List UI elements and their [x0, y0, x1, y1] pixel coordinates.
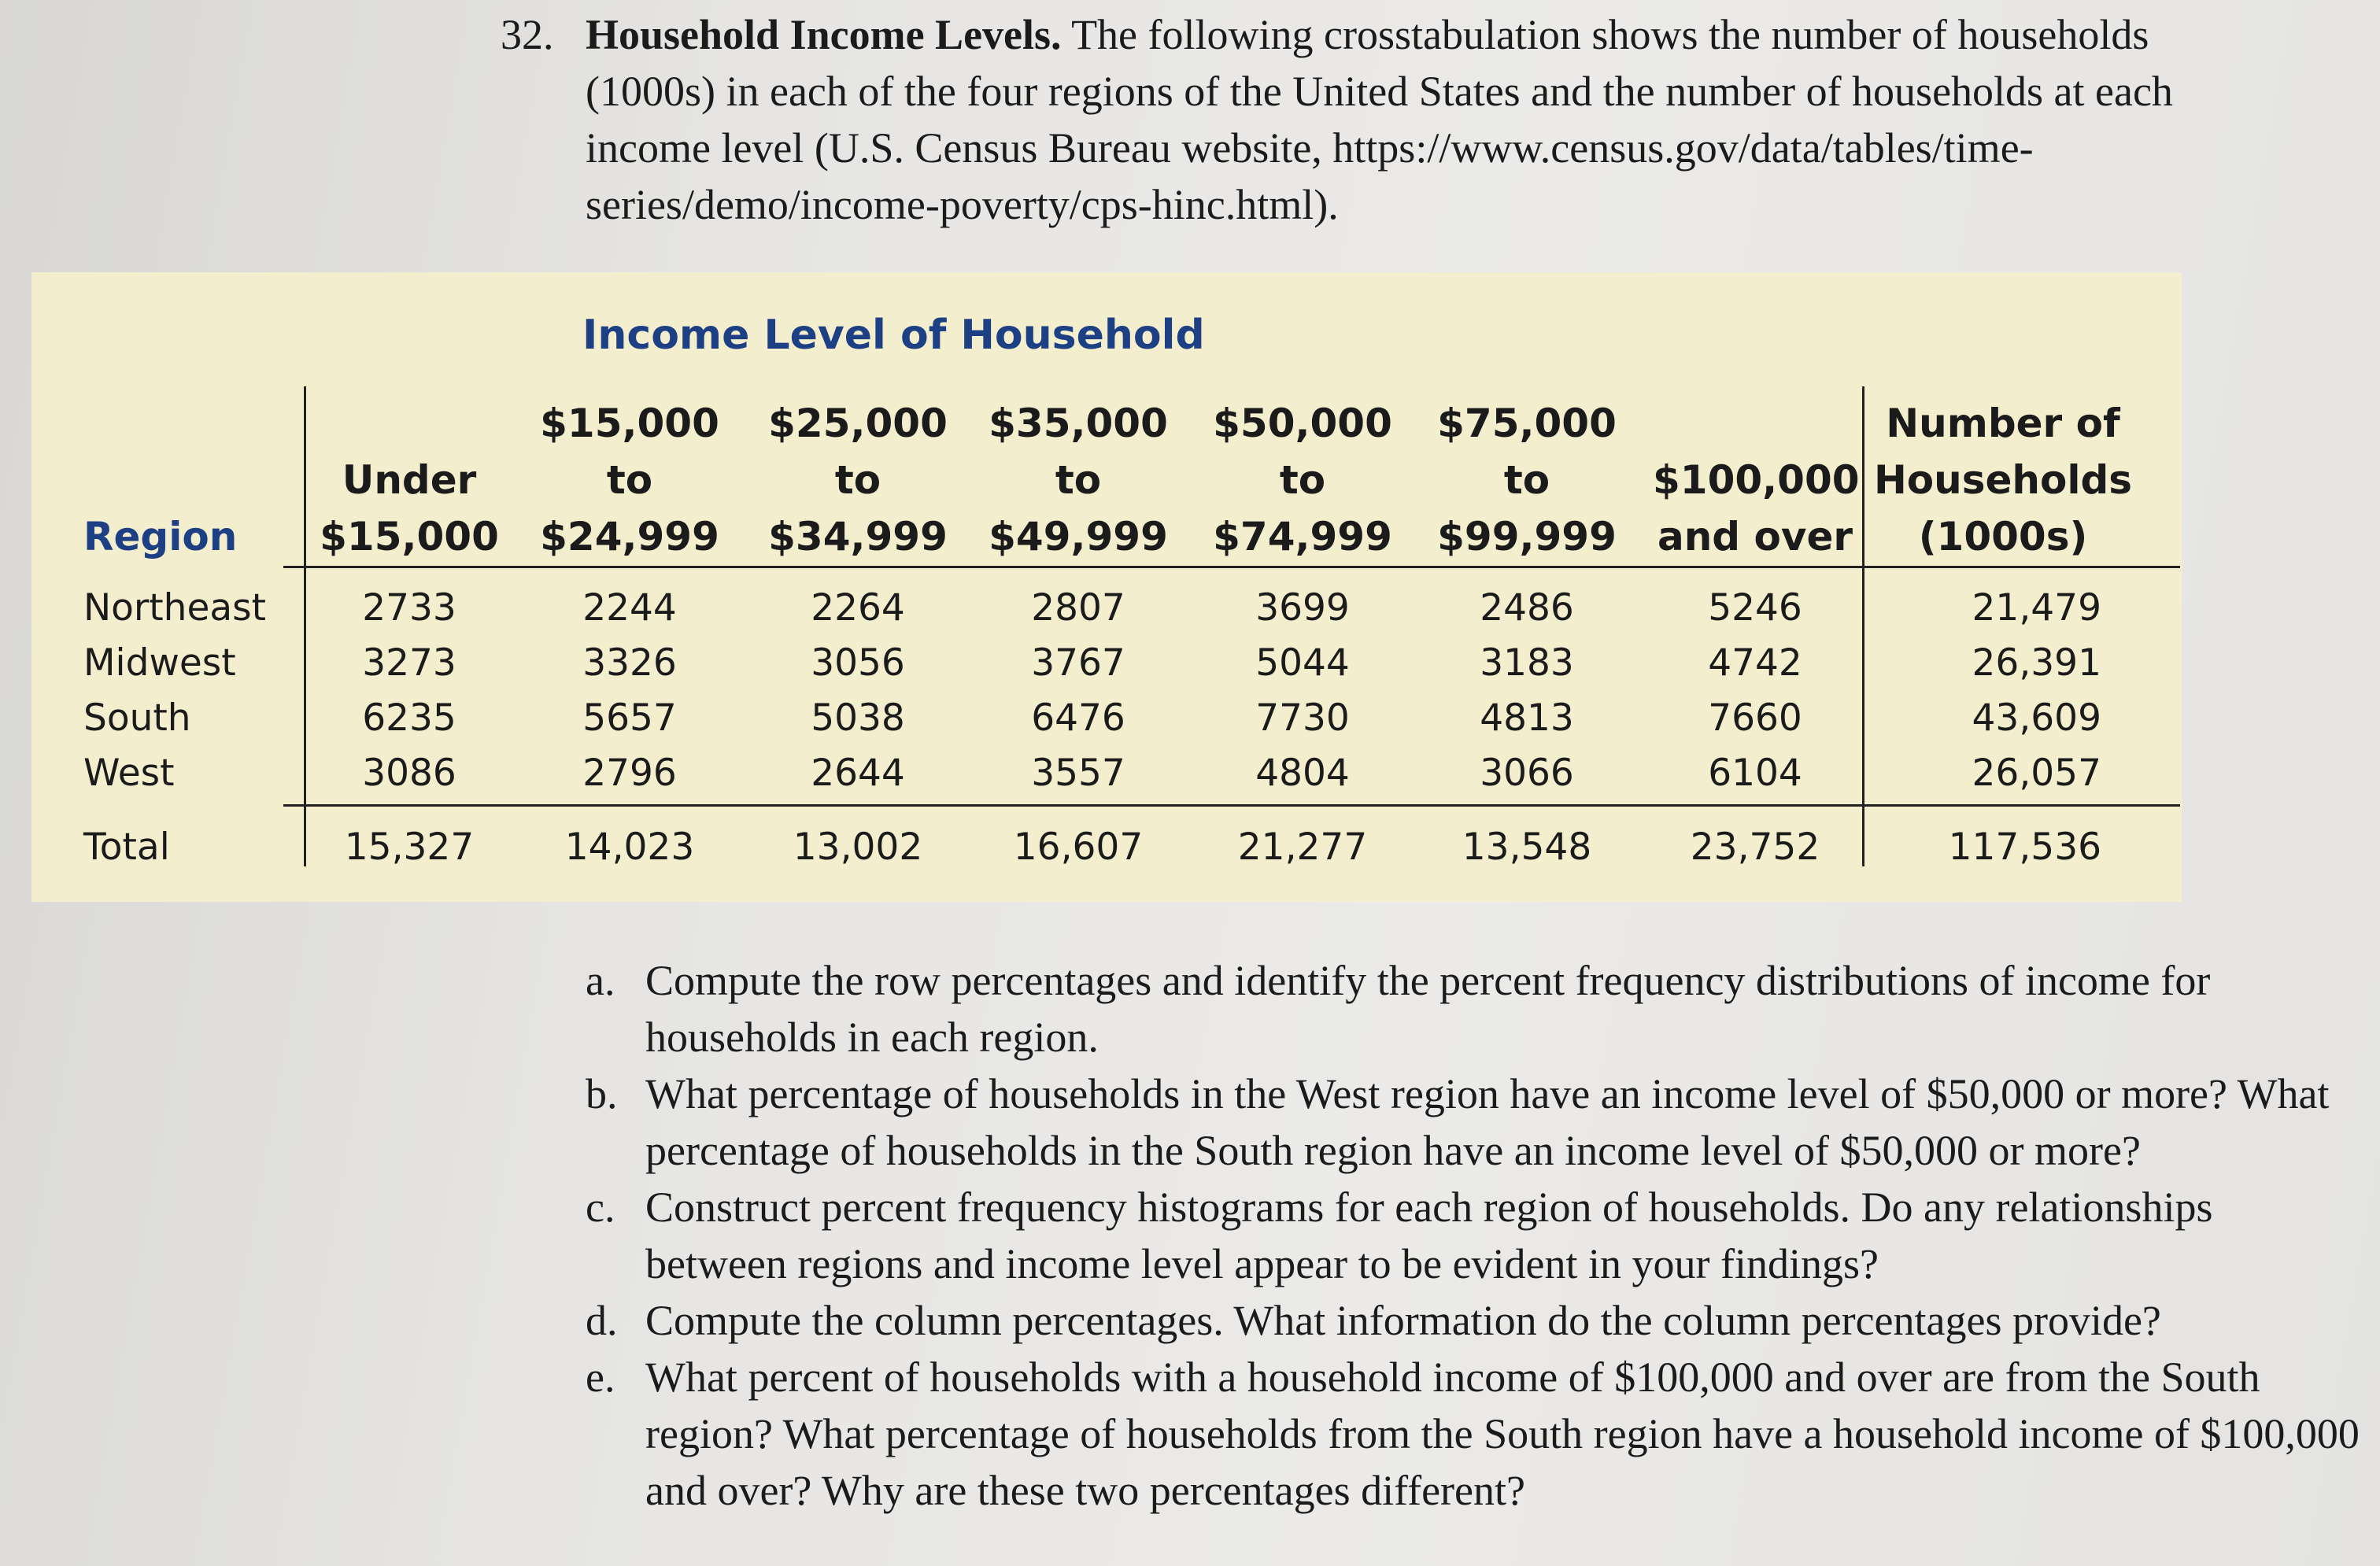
table-cell: 3086	[362, 752, 456, 795]
table-cell: 5657	[582, 696, 677, 740]
question-b	[586, 1066, 2364, 1179]
question-text: What percent of households with a household income of $100,000 and over are from the South region? What percentage of households from the South region have a household income of $100,000 and over? Why are these two percentages different?	[645, 1354, 2360, 1514]
problem-text: The following crosstabulation shows the number of households (1000s) in each of the four regions of the United States and the number of households at each income level (U.S. Census Bureau website, https://www.census.gov/data/tables/time-series/demo/income-poverty/cps-hinc.html).	[586, 11, 2173, 228]
table-cell: 15,327	[344, 825, 475, 869]
table-cell: 13,002	[793, 825, 923, 869]
problem-heading: Household Income Levels.	[586, 11, 1062, 58]
table-cell: 2264	[811, 586, 905, 630]
crosstab-panel	[31, 272, 2182, 902]
table-cell-total: 43,609	[1972, 696, 2101, 740]
table-cell: 7660	[1708, 696, 1802, 740]
question-letter: e.	[586, 1354, 615, 1401]
question-text: Compute the row percentages and identify the percent frequency distributions of income for households in each region.	[645, 957, 2211, 1061]
col-header-15000-24999: $15,000 to $24,999	[540, 401, 719, 560]
table-cell: 6476	[1031, 696, 1125, 740]
col-header-50000-74999: $50,000 to $74,999	[1213, 401, 1392, 560]
left-vertical-rule	[304, 386, 306, 866]
col-header-number-of-households: Number of Households (1000s)	[1873, 401, 2133, 560]
table-cell: 3066	[1480, 752, 1574, 795]
table-cell: 3767	[1031, 641, 1125, 685]
question-e	[586, 1349, 2364, 1519]
question-a	[586, 952, 2364, 1066]
table-cell: 5044	[1255, 641, 1350, 685]
row-label: Total	[83, 825, 170, 869]
table-cell-total: 26,057	[1972, 752, 2101, 795]
table-cell: 16,607	[1013, 825, 1144, 869]
region-header: Region	[83, 514, 238, 560]
table-cell: 3699	[1255, 586, 1350, 630]
right-vertical-rule	[1862, 386, 1864, 866]
table-cell: 6104	[1708, 752, 1802, 795]
question-letter: c.	[586, 1184, 615, 1231]
question-list	[586, 952, 2364, 1519]
problem-number: 32.	[501, 11, 554, 58]
row-label: Northeast	[83, 586, 267, 630]
question-text: What percentage of households in the West region have an income level of $50,000 or more? What percentage of households in the South region have an income level of $50,000 or more?	[645, 1070, 2330, 1174]
question-c	[586, 1179, 2364, 1292]
col-header-75000-99999: $75,000 to $99,999	[1437, 401, 1617, 560]
problem-statement	[501, 6, 2256, 233]
table-cell: 2644	[811, 752, 905, 795]
question-letter: b.	[586, 1070, 618, 1117]
question-d	[586, 1292, 2364, 1349]
table-cell: 3326	[582, 641, 677, 685]
problem-body	[586, 6, 2256, 233]
table-cell: 4813	[1480, 696, 1574, 740]
table-cell: 3183	[1480, 641, 1574, 685]
table-cell: 2486	[1480, 586, 1574, 630]
col-header-100000-and-over: $100,000 and over	[1653, 457, 1860, 560]
table-cell: 21,277	[1237, 825, 1368, 869]
col-header-under-15000: Under $15,000	[320, 457, 499, 560]
question-text: Compute the column percentages. What information do the column percentages provide?	[645, 1297, 2161, 1344]
table-cell-grand-total: 117,536	[1948, 825, 2101, 869]
table-cell: 4742	[1708, 641, 1802, 685]
question-letter: a.	[586, 957, 615, 1004]
row-label: West	[83, 752, 175, 795]
table-cell: 13,548	[1462, 825, 1592, 869]
table-title: Income Level of Household	[582, 312, 1205, 359]
table-cell: 4804	[1255, 752, 1350, 795]
col-header-35000-49999: $35,000 to $49,999	[989, 401, 1168, 560]
table-cell: 23,752	[1690, 825, 1820, 869]
col-header-25000-34999: $25,000 to $34,999	[768, 401, 948, 560]
header-rule	[283, 566, 2180, 568]
row-label: South	[83, 696, 191, 740]
table-cell: 3557	[1031, 752, 1125, 795]
table-cell: 2733	[362, 586, 456, 630]
table-cell: 5246	[1708, 586, 1802, 630]
table-cell: 5038	[811, 696, 905, 740]
table-cell: 2244	[582, 586, 677, 630]
table-cell-total: 26,391	[1972, 641, 2101, 685]
table-cell: 6235	[362, 696, 456, 740]
table-cell: 3273	[362, 641, 456, 685]
table-cell: 14,023	[564, 825, 695, 869]
table-cell: 7730	[1255, 696, 1350, 740]
table-cell: 3056	[811, 641, 905, 685]
question-letter: d.	[586, 1297, 618, 1344]
row-label: Midwest	[83, 641, 236, 685]
table-cell: 2796	[582, 752, 677, 795]
table-cell: 2807	[1031, 586, 1125, 630]
total-rule	[283, 804, 2180, 807]
question-text: Construct percent frequency histograms for each region of households. Do any relationships between regions and income level appear to be evident in your findings?	[645, 1184, 2213, 1287]
table-cell-total: 21,479	[1972, 586, 2101, 630]
